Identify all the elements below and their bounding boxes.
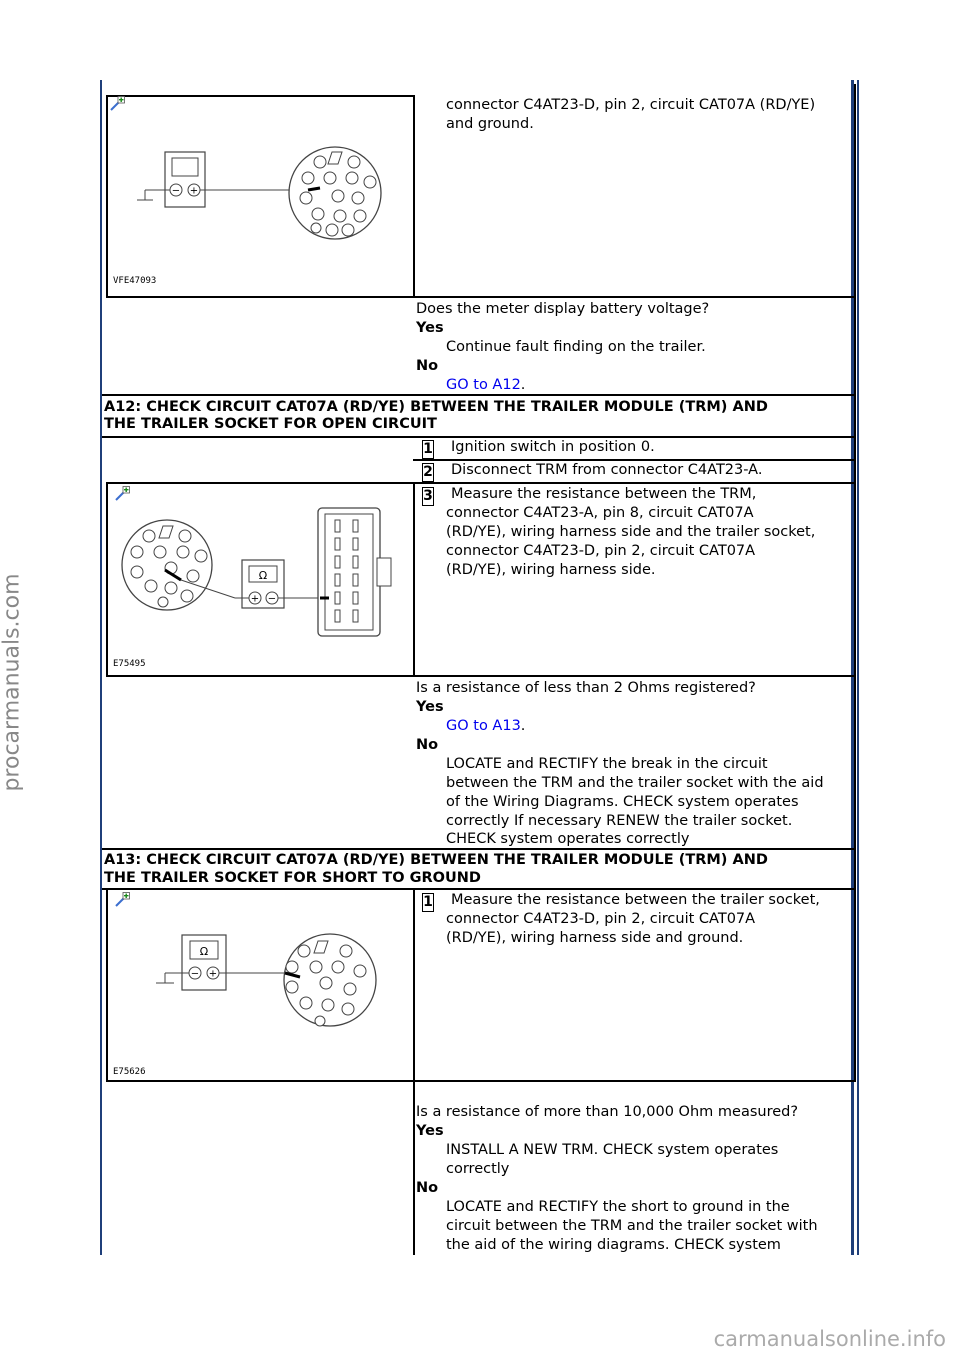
step-number: 1 xyxy=(423,894,433,910)
yes-label: Yes xyxy=(416,1123,444,1139)
svg-text:−: − xyxy=(171,185,181,197)
step-text: Measure the resistance between the trailer socket, xyxy=(451,892,820,908)
step-text: Ignition switch in position 0. xyxy=(451,439,655,455)
step-text: connector C4AT23-D, pin 2, circuit CAT07A xyxy=(446,543,756,559)
bottom-watermark: carmanualsonline.info xyxy=(713,1327,946,1351)
side-watermark: procarmanuals.com xyxy=(0,573,25,792)
step-text: Measure the resistance between the TRM, xyxy=(451,486,757,502)
svg-text:+: + xyxy=(208,968,218,980)
no-text: correctly If necessary RENEW the trailer socket. xyxy=(446,813,793,829)
zoom-icon[interactable] xyxy=(114,892,130,908)
no-text: of the Wiring Diagrams. CHECK system operates xyxy=(446,794,799,810)
no-text: LOCATE and RECTIFY the short to ground in the xyxy=(446,1199,790,1215)
no-text: the aid of the wiring diagrams. CHECK system xyxy=(446,1237,781,1253)
frame-right-line xyxy=(857,80,859,1255)
question-text: Does the meter display battery voltage? xyxy=(416,301,710,317)
no-label: No xyxy=(416,358,439,374)
svg-text:−: − xyxy=(190,968,200,980)
step-number: 1 xyxy=(423,441,433,457)
step-text: connector C4AT23-D, pin 2, circuit CAT07A xyxy=(446,911,756,927)
yes-text: INSTALL A NEW TRM. CHECK system operates xyxy=(446,1142,779,1158)
no-text: CHECK system operates correctly xyxy=(446,831,690,847)
svg-text:+: + xyxy=(189,185,199,197)
svg-text:Ω: Ω xyxy=(199,945,209,958)
yes-action xyxy=(446,717,525,736)
no-action xyxy=(446,376,525,395)
step-text: (RD/YE), wiring harness side and the trailer socket, xyxy=(446,524,816,540)
goto-a13-link[interactable]: GO to A13 xyxy=(446,718,521,734)
diagram-ohmmeter-socket-ground xyxy=(140,925,390,1045)
no-label: No xyxy=(416,1180,439,1196)
section-heading-a13-line1: A13: CHECK CIRCUIT CAT07A (RD/YE) BETWEEN THE TRAILER MODULE (TRM) AND xyxy=(104,852,768,868)
yes-label: Yes xyxy=(416,320,444,336)
step-number: 3 xyxy=(423,488,433,504)
question-text: Is a resistance of less than 2 Ohms registered? xyxy=(416,680,756,696)
period: . xyxy=(520,718,526,734)
no-label: No xyxy=(416,737,439,753)
step-text: connector C4AT23-A, pin 8, circuit CAT07A xyxy=(446,505,754,521)
question-text: Is a resistance of more than 10,000 Ohm measured? xyxy=(416,1104,799,1120)
no-text: between the TRM and the trailer socket with the aid xyxy=(446,775,824,791)
step-text: and ground. xyxy=(446,116,534,132)
step-text: (RD/YE), wiring harness side and ground. xyxy=(446,930,744,946)
svg-text:Ω: Ω xyxy=(258,569,268,582)
section-heading-a12-line1: A12: CHECK CIRCUIT CAT07A (RD/YE) BETWEEN THE TRAILER MODULE (TRM) AND xyxy=(104,399,768,415)
frame-left-line xyxy=(100,80,102,1255)
goto-a12-link[interactable]: GO to A12 xyxy=(446,377,521,393)
svg-text:−: − xyxy=(267,593,277,605)
step-text: connector C4AT23-D, pin 2, circuit CAT07A (RD/YE) xyxy=(446,97,816,113)
yes-label: Yes xyxy=(416,699,444,715)
no-text: circuit between the TRM and the trailer socket with xyxy=(446,1218,818,1234)
section-heading-a12-line2: THE TRAILER SOCKET FOR OPEN CIRCUIT xyxy=(104,416,437,432)
step-text: Disconnect TRM from connector C4AT23-A. xyxy=(451,462,763,478)
question-cell-a13 xyxy=(413,1080,415,1255)
yes-text: Continue fault finding on the trailer. xyxy=(446,339,706,355)
figure-label: E75626 xyxy=(113,1067,146,1077)
step-number: 2 xyxy=(423,464,433,480)
section-heading-a13-line2: THE TRAILER SOCKET FOR SHORT TO GROUND xyxy=(104,870,481,886)
no-text: LOCATE and RECTIFY the break in the circuit xyxy=(446,756,768,772)
figure-label: E75495 xyxy=(113,659,146,669)
diagram-voltmeter-socket xyxy=(120,130,400,270)
figure-label: VFE47093 xyxy=(113,276,157,286)
diagram-ohmmeter-trm-socket xyxy=(115,500,405,650)
period: . xyxy=(520,377,526,393)
step-text: (RD/YE), wiring harness side. xyxy=(446,562,656,578)
yes-text: correctly xyxy=(446,1161,510,1177)
zoom-icon[interactable] xyxy=(109,96,125,112)
svg-text:+: + xyxy=(250,593,260,605)
